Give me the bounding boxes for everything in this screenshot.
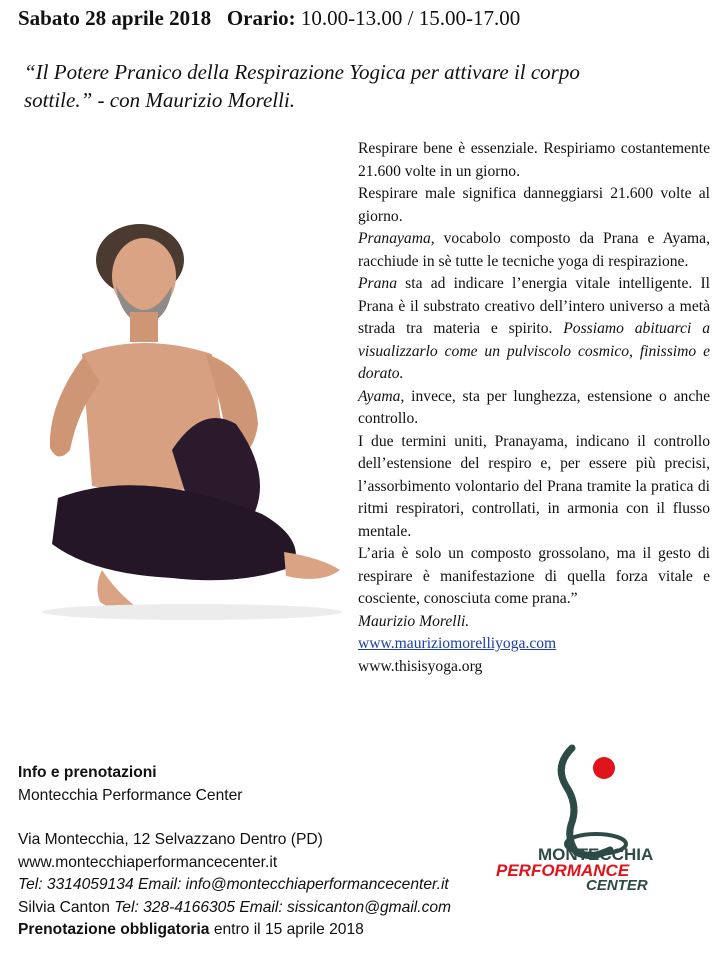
venue-address: Via Montecchia, 12 Selvazzano Dentro (PD) [18, 831, 323, 848]
article-body [358, 138, 710, 678]
booking-bold: Prenotazione obbligatoria [18, 921, 210, 938]
link-row-1 [358, 633, 710, 656]
red-dot-icon [593, 757, 615, 779]
link-row-2: www.thisisyoga.org [358, 657, 483, 675]
hours-label: Orario: [226, 6, 296, 30]
hours-value: 10.00-13.00 / 15.00-17.00 [300, 6, 521, 30]
term-prana: Prana [358, 275, 397, 292]
paragraph-5-text: , invece, sta per lunghezza, estensione o anche controllo. [358, 387, 710, 427]
term-pranayama: Pranayama, [358, 230, 435, 247]
subtitle-line2-italic: sottile.” [24, 88, 93, 112]
event-date: Sabato 28 aprile 2018 [18, 6, 212, 30]
paragraph-5 [358, 386, 710, 431]
paragraph-3 [358, 228, 710, 273]
contact-2-details: Tel: 328-4166305 Email: sissicanton@gmail.com [114, 898, 452, 916]
event-header [18, 6, 520, 31]
venue-website: www.montecchiaperformancecenter.it [18, 853, 278, 871]
info-heading-text: Info e prenotazioni [18, 764, 157, 781]
paragraph-3-text: vocabolo composto da Prana e Ayama, racchiude in sè tutte le tecniche yoga di respirazione. [358, 230, 710, 270]
contact-2-name: Silvia Canton [18, 898, 115, 916]
paragraph-6: I due termini uniti, Pranayama, indicano il controllo dell’estensione del respiro e, per essere più precisi, l’assorbimento volontario del Prana tramite la pratica di ritmi respiratori, controllati, in armonia con il flusso mentale. [358, 432, 710, 540]
contact-1-text: Tel: 3314059134 Email: info@montecchiaperformancecenter.it [18, 876, 449, 893]
paragraph-1: Respirare bene è essenziale. Respiriamo costantemente 21.600 volte in un giorno. [358, 140, 710, 180]
paragraph-7: L’aria è solo un composto grossolano, ma il gesto di respirare è manifestazione di quella forza vitale e cosciente, conosciuta come prana.” [358, 545, 710, 607]
subtitle-line2-rest: - con Maurizio Morelli. [92, 88, 296, 112]
logo-line3: CENTER [586, 877, 648, 894]
contact-line-2 [18, 897, 578, 920]
term-ayama: Ayama [358, 387, 401, 405]
mauriziomorelli-link[interactable]: www.mauriziomorelliyoga.com [358, 635, 557, 652]
subtitle-line1: “Il Potere Pranico della Respirazione Yogica per attivare il corpo [24, 60, 580, 84]
logo-line2: PERFORMANCE [496, 861, 630, 880]
paragraph-4-italic: Possiamo abituarci a visualizzarlo come un pulviscolo cosmico, finissimo e dorato. [358, 320, 710, 382]
montecchia-logo [494, 738, 694, 898]
signature [358, 611, 710, 634]
paragraph-2: Respirare male significa danneggiarsi 21.600 volte al giorno. [358, 185, 710, 225]
logo-line1: MONTECCHIA [538, 845, 654, 864]
yoga-teacher-photo [22, 214, 362, 624]
booking-rest: entro il 15 aprile 2018 [209, 921, 364, 938]
booking-note [18, 919, 578, 942]
paragraph-4-text: sta ad indicare l’energia vitale intelligente. Il Prana è il substrato creativo dell’intero universo a metà strada tra materia e spirito. [358, 275, 710, 337]
venue-name: Montecchia Performance Center [18, 786, 243, 804]
event-subtitle [24, 58, 704, 114]
signature-text: Maurizio Morelli. [358, 612, 470, 630]
paragraph-4 [358, 273, 710, 386]
